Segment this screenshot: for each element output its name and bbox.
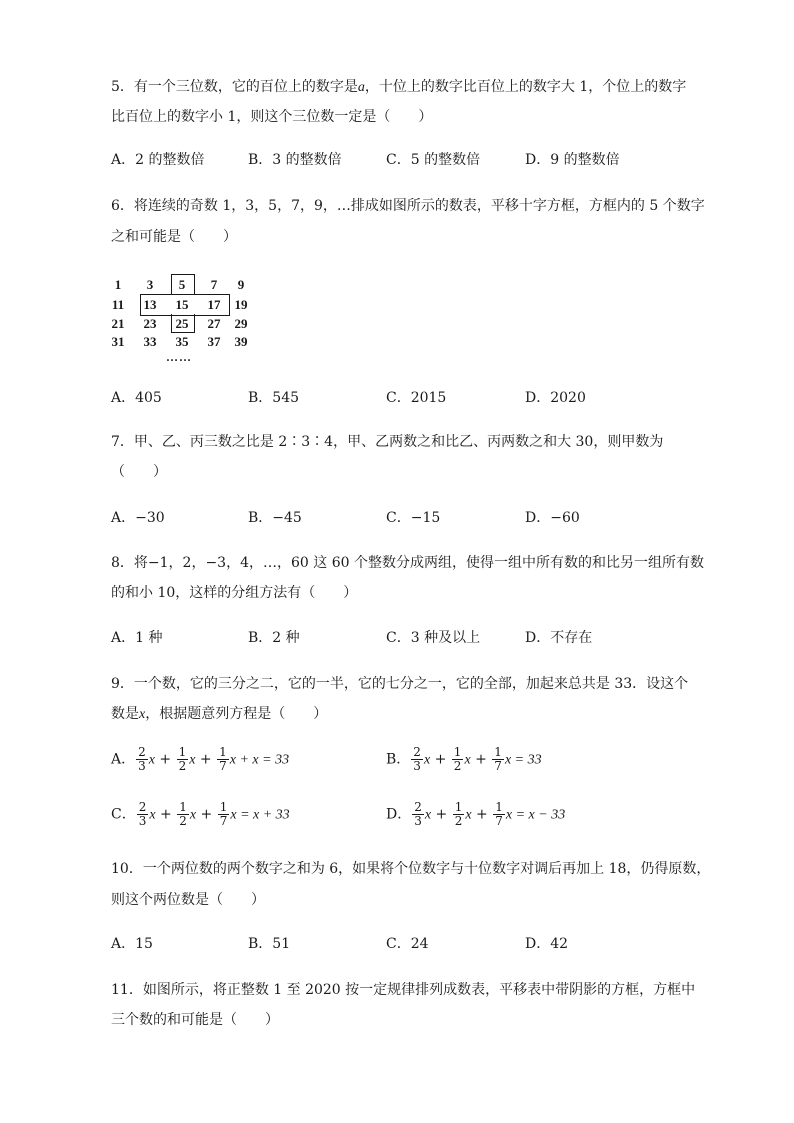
table-cell: 37 xyxy=(207,334,221,349)
q10-option-a[interactable]: A．15 xyxy=(111,936,153,952)
option-tail: x + x = 33 xyxy=(229,752,290,768)
q8-option-b[interactable]: B．2 种 xyxy=(248,630,300,646)
table-cell: 3 xyxy=(146,277,154,292)
table-cell: 13 xyxy=(143,297,157,312)
table-cell: 33 xyxy=(143,334,157,349)
q8-option-c[interactable]: C．3 种及以上 xyxy=(386,630,481,646)
q8-line1: 8．将−1，2，−3，4，…，60 这 60 个整数分成两组，使得一组中所有数的和比另一组所有数 xyxy=(111,555,704,571)
q6-option-a[interactable]: A．405 xyxy=(111,390,162,406)
fraction-one-seventh xyxy=(492,746,504,773)
fraction-two-thirds xyxy=(137,801,149,828)
fraction-one-half xyxy=(177,746,189,773)
q5-text-b: ，十位上的数字比百位上的数字大 1，个位上的数字 xyxy=(364,79,687,95)
q10-option-d[interactable]: D．42 xyxy=(525,936,569,952)
denominator: 3 xyxy=(138,814,147,828)
q9-option-c[interactable]: C． $\frac{2}{3}$ x + $\frac{1}{2}$ x + $\frac{1}{7}$ x = x + 33 xyxy=(111,800,290,828)
denominator: 2 xyxy=(454,814,463,828)
table-continuation-dots: …… xyxy=(166,350,192,364)
denominator: 7 xyxy=(219,814,228,828)
table-cell: 35 xyxy=(175,334,189,349)
table-cell: 29 xyxy=(234,316,248,331)
numerator: 1 xyxy=(494,745,502,759)
denominator: 2 xyxy=(453,759,462,773)
numerator: 1 xyxy=(495,800,503,814)
table-cell: 31 xyxy=(111,334,125,349)
q5-option-d[interactable]: D．9 的整数倍 xyxy=(525,152,620,168)
numerator: 1 xyxy=(179,800,187,814)
q10-line2: 则这个两位数是（ ） xyxy=(111,892,265,908)
fraction-one-half xyxy=(452,746,464,773)
table-cell: 39 xyxy=(234,334,248,349)
fraction-one-half xyxy=(177,801,189,828)
q7-option-d[interactable]: D．−60 xyxy=(525,510,580,526)
numerator: 1 xyxy=(453,745,462,759)
q6-line1: 6．将连续的奇数 1，3，5，7，9，…排成如图所示的数表，平移十字方框，方框内的 5 个数字 xyxy=(111,198,705,214)
q7-option-c[interactable]: C．−15 xyxy=(386,510,441,526)
fraction-one-seventh xyxy=(217,746,229,773)
q9-var-x: x xyxy=(139,707,146,722)
table-cell: 25 xyxy=(175,316,189,331)
q10-option-b[interactable]: B．51 xyxy=(248,936,291,952)
q11-line2: 三个数的和可能是（ ） xyxy=(111,1012,279,1028)
table-cell: 15 xyxy=(175,297,189,312)
table-cell: 5 xyxy=(178,277,186,292)
q9-option-a[interactable]: A． $\frac{2}{3}$ x + $\frac{1}{2}$ x + $\frac{1}{7}$ x + x = 33 xyxy=(111,745,290,773)
numerator: 1 xyxy=(219,745,227,759)
table-cell: 19 xyxy=(234,297,248,312)
q7-line1: 7．甲、乙、丙三数之比是 2∶3∶4，甲、乙两数之和比乙、丙两数之和大 30，则甲数为 xyxy=(111,434,664,450)
q5-line1 xyxy=(111,79,686,96)
numerator: 2 xyxy=(138,800,147,814)
denominator: 2 xyxy=(179,814,187,828)
odd-number-table-figure xyxy=(108,274,268,364)
q7-option-b[interactable]: B．−45 xyxy=(248,510,302,526)
numerator: 2 xyxy=(414,800,422,814)
q9-option-b[interactable]: B． $\frac{2}{3}$ x + $\frac{1}{2}$ x + $\frac{1}{7}$ x = 33 xyxy=(386,745,542,773)
option-label: B． xyxy=(386,751,411,768)
q6-option-c[interactable]: C．2015 xyxy=(386,390,447,406)
q5-option-a[interactable]: A．2 的整数倍 xyxy=(111,152,205,168)
denominator: 7 xyxy=(494,759,502,773)
denominator: 2 xyxy=(178,759,187,773)
q7-option-a[interactable]: A．−30 xyxy=(111,510,165,526)
q11-line1: 11．如图所示，将正整数 1 至 2020 按一定规律排列成数表，平移表中带阴影的方框，方框中 xyxy=(111,982,696,998)
q5-var-a: a xyxy=(357,80,365,95)
fraction-two-thirds xyxy=(412,801,424,828)
q7-line2: （ ） xyxy=(111,464,167,480)
numerator: 1 xyxy=(178,745,187,759)
option-tail: x = x + 33 xyxy=(230,807,290,823)
q8-line2: 的和小 10，这样的分组方法有（ ） xyxy=(111,585,358,601)
denominator: 3 xyxy=(414,814,422,828)
q6-line2: 之和可能是（ ） xyxy=(111,229,237,245)
numerator: 1 xyxy=(454,800,463,814)
q5-option-c[interactable]: C．5 的整数倍 xyxy=(386,152,481,168)
q9-line1: 9．一个数，它的三分之二，它的一半，它的七分之一，它的全部，加起来总共是 33．设这个 xyxy=(111,676,689,692)
q9-line2 xyxy=(111,706,327,723)
fraction-one-seventh xyxy=(493,801,505,828)
q5-line2: 比百位上的数字小 1，则这个三位数一定是（ ） xyxy=(111,109,433,125)
denominator: 7 xyxy=(219,759,227,773)
numerator: 1 xyxy=(219,800,228,814)
option-tail: x = 33 xyxy=(504,752,542,768)
table-cell: 23 xyxy=(143,316,157,331)
q10-line1: 10．一个两位数的两个数字之和为 6，如果将个位数字与十位数字对调后再加上 18，仍得原数， xyxy=(111,861,711,877)
numerator: 2 xyxy=(413,745,421,759)
table-cell: 1 xyxy=(114,277,122,292)
fraction-one-seventh xyxy=(218,801,230,828)
q5-text-a: 5．有一个三位数，它的百位上的数字是 xyxy=(111,79,358,95)
numerator: 2 xyxy=(138,745,146,759)
q8-option-d[interactable]: D．不存在 xyxy=(525,630,593,646)
table-cell: 27 xyxy=(207,316,221,331)
table-cell: 11 xyxy=(111,297,125,312)
table-cell: 21 xyxy=(111,316,125,331)
fraction-two-thirds xyxy=(411,746,423,773)
q9-text-a: 数是 xyxy=(111,706,139,722)
table-cell: 7 xyxy=(210,277,218,292)
q9-text-b: ，根据题意列方程是（ ） xyxy=(145,706,328,722)
q6-option-d[interactable]: D．2020 xyxy=(525,390,586,406)
q10-option-c[interactable]: C．24 xyxy=(386,936,429,952)
q5-option-b[interactable]: B．3 的整数倍 xyxy=(248,152,342,168)
q6-option-b[interactable]: B．545 xyxy=(248,390,300,406)
table-cell: 9 xyxy=(237,277,245,292)
option-tail: x = x − 33 xyxy=(505,807,566,823)
fraction-one-half xyxy=(453,801,465,828)
table-cell: 17 xyxy=(207,297,221,312)
q8-option-a[interactable]: A．1 种 xyxy=(111,630,163,646)
option-label: D． xyxy=(386,806,412,823)
option-label: A． xyxy=(111,751,136,768)
denominator: 3 xyxy=(138,759,146,773)
q9-option-d[interactable]: D． $\frac{2}{3}$ x + $\frac{1}{2}$ x + $\frac{1}{7}$ x = x − 33 xyxy=(386,800,566,828)
fraction-two-thirds xyxy=(136,746,148,773)
denominator: 7 xyxy=(495,814,503,828)
denominator: 3 xyxy=(413,759,421,773)
option-label: C． xyxy=(111,806,136,823)
